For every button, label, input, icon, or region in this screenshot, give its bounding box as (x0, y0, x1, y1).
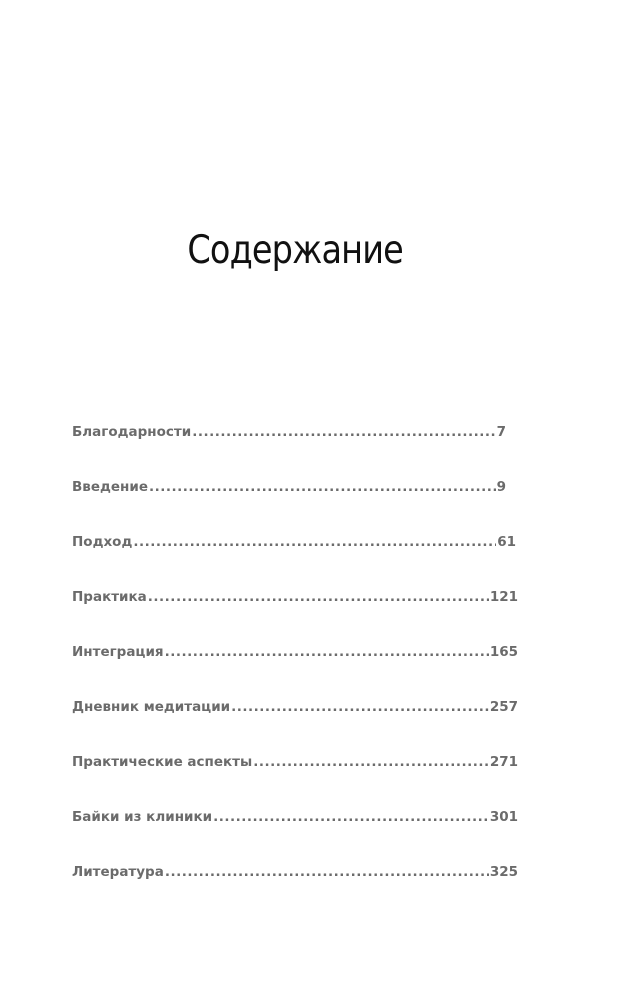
toc-dot-leader (231, 699, 489, 715)
toc-entry-practical-aspects (72, 754, 518, 809)
toc-entry-label: Практика (72, 589, 147, 605)
toc-entry-page: 271 (489, 754, 518, 770)
toc-dot-leader (213, 809, 489, 825)
toc-entry-label: Интеграция (72, 644, 164, 660)
toc-dot-leader (192, 424, 495, 440)
toc-entry-acknowledgements (72, 424, 506, 479)
toc-entry-label: Практические аспекты (72, 754, 253, 770)
toc-entry-label: Дневник медитации (72, 699, 231, 715)
toc-entry-page: 165 (489, 644, 518, 660)
toc-dot-leader (165, 864, 489, 880)
toc-entry-label: Байки из клиники (72, 809, 213, 825)
table-of-contents (72, 424, 518, 919)
toc-entry-page: 121 (489, 589, 518, 605)
toc-entry-page: 325 (489, 864, 518, 880)
toc-entry-literature (72, 864, 518, 919)
toc-dot-leader (148, 589, 489, 605)
toc-entry-page: 257 (489, 699, 518, 715)
toc-dot-leader (253, 754, 489, 770)
page-title: Содержание (187, 228, 403, 273)
toc-entry-label: Подход (72, 534, 133, 550)
toc-entry-page: 9 (496, 479, 506, 495)
toc-entry-practice (72, 589, 518, 644)
toc-dot-leader (149, 479, 496, 495)
toc-entry-introduction (72, 479, 506, 534)
toc-dot-leader (133, 534, 496, 550)
toc-entry-label: Благодарности (72, 424, 192, 440)
toc-entry-approach (72, 534, 516, 589)
toc-entry-page: 7 (496, 424, 506, 440)
toc-entry-label: Введение (72, 479, 148, 495)
toc-entry-clinic-stories (72, 809, 518, 864)
toc-entry-label: Литература (72, 864, 164, 880)
toc-entry-page: 301 (489, 809, 518, 825)
toc-dot-leader (165, 644, 489, 660)
toc-entry-page: 61 (497, 534, 516, 550)
toc-entry-meditation-diary (72, 699, 518, 754)
toc-entry-integration (72, 644, 518, 699)
